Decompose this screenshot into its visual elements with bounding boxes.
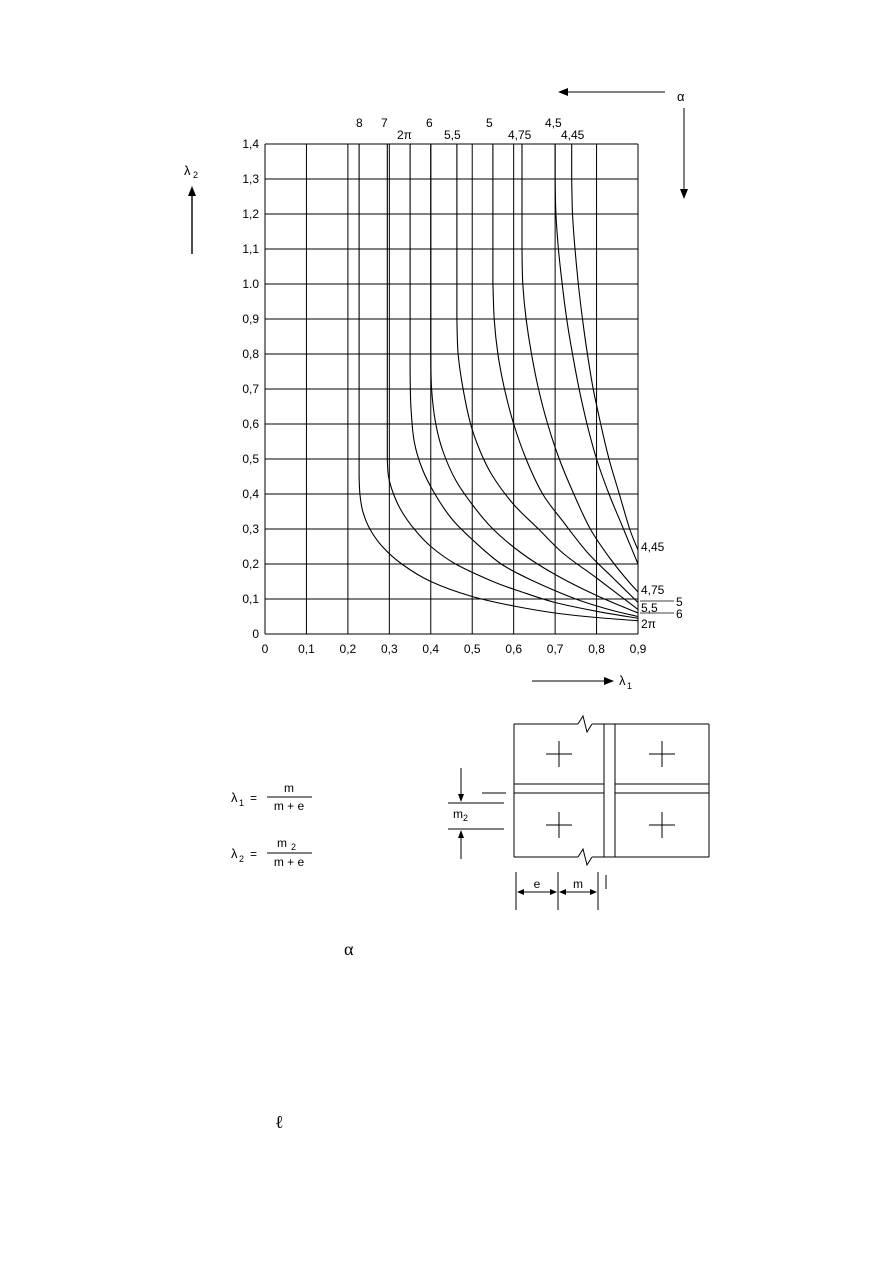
- y-tick-label: 0,1: [242, 592, 259, 606]
- right-label-5-5: 5,5: [641, 601, 658, 615]
- m-arrowhead-left: [559, 889, 566, 895]
- formula1-denominator: m + e: [273, 799, 305, 813]
- x-tick-label: 0,3: [380, 642, 398, 656]
- alpha-down-arrowhead: [680, 189, 688, 199]
- top-label-8: 8: [356, 116, 363, 130]
- right-curve-labels: [640, 540, 683, 631]
- m2-label-sub: 2: [463, 813, 469, 823]
- footer-ell-symbol: ℓ: [275, 1112, 284, 1132]
- top-label-7: 7: [381, 116, 388, 130]
- formula2-eq: =: [250, 847, 258, 861]
- x-tick-label: 0,8: [588, 642, 605, 656]
- x-axis-label: [532, 673, 632, 691]
- formula1-eq: =: [250, 791, 258, 805]
- y-tick-label: 0,3: [242, 522, 259, 536]
- top-label-4-45: 4,45: [561, 128, 585, 142]
- x-label-sub: 1: [627, 681, 633, 691]
- x-tick-label: 0,4: [422, 642, 440, 656]
- y-tick-label: 0: [252, 627, 259, 641]
- alpha-label: α: [677, 89, 685, 104]
- e-label: e: [533, 877, 541, 891]
- x-axis-arrowhead: [604, 677, 614, 685]
- e-arrowhead-left: [517, 889, 524, 895]
- x-tick-label: 0,1: [298, 642, 315, 656]
- x-tick-label: 0: [261, 642, 269, 656]
- series-curve-6: [522, 144, 638, 592]
- x-tick-label: 0,6: [505, 642, 523, 656]
- e-arrowhead-right: [550, 889, 557, 895]
- y-tick-label: 0,2: [242, 557, 259, 571]
- diagram-labels: [453, 807, 583, 891]
- formula1-sub: 1: [239, 798, 245, 808]
- series-curve-5: [493, 144, 638, 603]
- diagram-bottom-break: [578, 849, 592, 865]
- top-curve-labels: [356, 116, 585, 142]
- y-tick-label: 0,9: [242, 312, 259, 326]
- x-tick-labels: [262, 642, 647, 656]
- y-tick-label: 0,5: [242, 452, 259, 466]
- right-label-6: 6: [676, 607, 683, 621]
- top-label-5-5: 5,5: [444, 128, 461, 142]
- right-label-5: 5: [676, 595, 683, 609]
- y-tick-label: 0,4: [242, 487, 259, 501]
- formula2-lambda: λ: [231, 846, 238, 861]
- y-tick-label: 1,4: [242, 137, 259, 151]
- x-tick-label: 0,5: [463, 642, 481, 656]
- y-label-sub: 2: [193, 170, 199, 180]
- top-label-6: 6: [426, 116, 433, 130]
- alpha-left-arrowhead: [558, 88, 568, 96]
- formula2-numerator-sub: 2: [291, 842, 297, 852]
- chart-grid: [265, 144, 638, 634]
- y-tick-label: 1.0: [242, 277, 259, 291]
- diagram-top-break: [578, 716, 592, 732]
- diagram-cross-bottom-right: [649, 812, 675, 838]
- diagram-cross-bottom-left: [546, 812, 572, 838]
- formulas: [231, 781, 312, 869]
- formula2-denominator: m + e: [273, 855, 305, 869]
- m2-arrowhead-bottom: [458, 830, 464, 838]
- y-tick-labels: [242, 137, 259, 641]
- x-tick-label: 0,7: [546, 642, 564, 656]
- series-curve-8: [572, 144, 638, 550]
- m-label: m: [573, 877, 583, 891]
- x-tick-label: 0,2: [339, 642, 357, 656]
- series-curve-1: [387, 144, 638, 618]
- x-label-lambda: λ: [619, 673, 626, 688]
- x-tick-label: 0,9: [629, 642, 647, 656]
- top-label-5: 5: [486, 116, 493, 130]
- formula2-sub: 2: [239, 854, 245, 864]
- top-label-4-75: 4,75: [508, 128, 532, 142]
- y-axis-label: [184, 163, 198, 254]
- y-tick-label: 1,1: [242, 242, 259, 256]
- y-axis-arrowhead: [188, 186, 196, 196]
- right-label-4-45: 4,45: [641, 540, 665, 554]
- y-tick-label: 0,7: [242, 382, 259, 396]
- y-label-lambda: λ: [184, 163, 191, 178]
- y-tick-label: 0,8: [242, 347, 259, 361]
- formula1-lambda: λ: [231, 790, 238, 805]
- y-tick-label: 0,6: [242, 417, 259, 431]
- formula2-numerator: m: [277, 836, 287, 850]
- right-label-4-75: 4,75: [641, 583, 665, 597]
- footer-alpha-symbol: α: [344, 939, 354, 959]
- m2-label: m: [453, 807, 463, 821]
- diagram-cross-top-right: [649, 741, 675, 767]
- series-curve-2: [410, 144, 638, 617]
- m2-arrowhead-top: [458, 794, 464, 802]
- formula1-numerator: m: [284, 781, 294, 795]
- y-tick-label: 1,2: [242, 207, 259, 221]
- y-tick-label: 1,3: [242, 172, 259, 186]
- m-arrowhead-right: [590, 889, 597, 895]
- top-label-2pi: 2π: [397, 128, 412, 142]
- top-label-4-5: 4,5: [545, 116, 562, 130]
- right-label-2pi: 2π: [641, 617, 656, 631]
- diagram-cross-top-left: [546, 741, 572, 767]
